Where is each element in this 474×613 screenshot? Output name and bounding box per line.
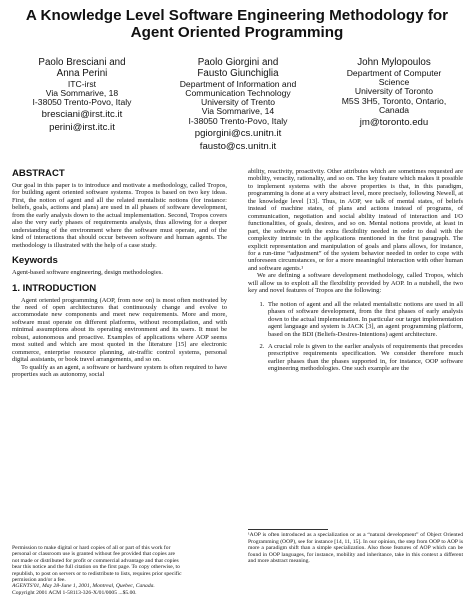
right-column bbox=[248, 168, 463, 378]
author-name: Fausto Giunchiglia bbox=[197, 67, 279, 79]
author-affiliation: Via Sommarive, 14 bbox=[201, 106, 275, 117]
paper-title bbox=[0, 7, 474, 41]
author-2 bbox=[163, 58, 313, 153]
body-paragraph-1: ability, reactivity, proactivity. Other attributes which are sometimes requested are mobility, veracity, rationality, and so on. The key feature which makes it possible to implement systems with the above properties is that, in this paradigm, programming is done at a very abstract level, more precisely, following Newell, at the knowledge level [13]. Thus, in AOP, we talk of mental states, of beliefs instead of machine states, of plans and actions instead of programs, of communication, negotiation and social ability instead of interaction and I/O functionalities, of goals, desires, and so on. Mental notions provide, at least in part, the software with the extra flexibility needed in order to deal with the complexity intrinsic in the applications mentioned in the first paragraph. The explicit representation and manipulation of goals and plans allows, for instance, for a run-time “adjustment” of the system behavior needed in order to cope with unforeseen circumstances, or for a more meaningful interaction with other human and software agents.¹ bbox=[248, 168, 463, 272]
author-name: Paolo Giorgini and bbox=[197, 57, 279, 68]
author-block bbox=[12, 58, 464, 158]
abstract-heading: ABSTRACT bbox=[12, 168, 65, 179]
intro-paragraph-2: To qualify as an agent, a software or hardware system is often required to have properties such as autonomy, social bbox=[12, 363, 227, 379]
author-affiliation: I-38050 Trento-Povo, Italy bbox=[32, 97, 132, 108]
author-1 bbox=[12, 58, 152, 134]
author-email[interactable]: pgiorgini@cs.unitn.it bbox=[194, 128, 282, 140]
author-affiliation: University of Trento bbox=[200, 97, 276, 108]
footnote-rule bbox=[248, 529, 328, 530]
permission-line: republish, to post on servers or to redistribute to lists, requires prior specific bbox=[12, 570, 182, 577]
feature-list bbox=[248, 301, 463, 373]
author-affiliation: ITC-irst bbox=[67, 78, 97, 89]
footnote-text: ¹AOP is often introduced as a specialization or as a “natural development” of Object Oriented Programming (OOP), see for instance [14, 11, 15]. In our opinion, the step from OOP to AOP is more a paradigm shift than a simple specialization. Also those features of AOP which can be found in OOP languages, for instance, mobility and inheritance, take in this context a different and more abstract meaning. bbox=[248, 532, 463, 565]
permission-line: personal or classroom use is granted without fee provided that copies are bbox=[12, 551, 175, 558]
feature-item-1: 1. The notion of agent and all the related mentalistic notions are used in all phases of software development, from the first phases of early analysis down to the actual implementation. In particular our target implementation agent language and system is JACK [3], an agent programming platform, based on the BDI (Beliefs-Desires-Intentions) agent architecture. bbox=[266, 301, 463, 338]
title-line-1: A Knowledge Level Software Engineering Methodology for bbox=[25, 7, 449, 24]
author-name: Paolo Bresciani and bbox=[38, 57, 126, 68]
author-3 bbox=[324, 58, 464, 130]
permission-line: permission and/or a fee. bbox=[12, 577, 66, 584]
copyright-line: Copyright 2001 ACM 1-58113-326-X/01/0005 ...$5.00. bbox=[12, 589, 137, 596]
keywords-text: Agent-based software engineering, design methodologies. bbox=[12, 269, 163, 277]
intro-paragraph-1: Agent oriented programming (AOP, from now on) is most often motivated by the need of open architectures that continuously change and evolve to accommodate new components and meet new requirements. More and more, software must operate on different platforms, without recompilation, and with minimal assumptions about its operating environment and its users. It must be robust, autonomous and proactive. Examples of applications where AOP seems most suited and which are most quoted in the literature [15] are electronic commerce, enterprise resource planning, air-traffic control systems, personal digital assistants, or book travel arrangements, and so on. bbox=[12, 296, 227, 364]
author-affiliation: Canada bbox=[378, 104, 410, 115]
author-affiliation: Department of Computer bbox=[346, 67, 442, 78]
permission-line: Permission to make digital or hard copies of all or part of this work for bbox=[12, 545, 171, 551]
body-paragraph-2: We are defining a software development methodology, called Tropos, which will allow us to exploit all the flexibility provided by AOP. In a nutshell, the two key and novel features of Tropos are the following: bbox=[248, 272, 463, 295]
left-column bbox=[12, 168, 227, 379]
author-affiliation: Science bbox=[378, 77, 410, 88]
footnote-block bbox=[248, 529, 463, 565]
author-affiliation: M5S 3H5, Toronto, Ontario, bbox=[341, 95, 447, 106]
permission-line: not made or distributed for profit or commercial advantage and that copies bbox=[12, 557, 179, 564]
author-affiliation: University of Toronto bbox=[354, 86, 434, 97]
keywords-heading: Keywords bbox=[12, 255, 58, 267]
author-email[interactable]: jm@toronto.edu bbox=[359, 117, 429, 129]
author-email[interactable]: bresciani@irst.itc.it bbox=[41, 109, 123, 121]
author-name: Anna Perini bbox=[56, 67, 108, 79]
conference-line: AGENTS'01, May 28-June 1, 2001, Montreal, Quebec, Canada. bbox=[12, 583, 155, 590]
title-line-2: Agent Oriented Programming bbox=[130, 24, 344, 41]
permission-notice bbox=[12, 545, 227, 596]
author-affiliation: Communication Technology bbox=[185, 87, 291, 98]
feature-item-2: 2. A crucial role is given to the earlier analysis of requirements that precedes prescriptive requirements specification. We consider therefore much earlier phases than the phases supported in, for instance, OOP software engineering methodologies. One such example are the bbox=[266, 343, 463, 373]
author-email[interactable]: fausto@cs.unitn.it bbox=[199, 140, 277, 152]
author-affiliation: Department of Information and bbox=[179, 78, 297, 89]
author-email[interactable]: perini@irst.itc.it bbox=[49, 121, 115, 133]
author-affiliation: Via Sommarive, 18 bbox=[45, 87, 119, 98]
author-affiliation: I-38050 Trento-Povo, Italy bbox=[188, 115, 288, 126]
introduction-heading: 1. INTRODUCTION bbox=[12, 282, 97, 294]
permission-line: bear this notice and the full citation on the first page. To copy otherwise, to bbox=[12, 564, 180, 571]
abstract-text: Our goal in this paper is to introduce and motivate a methodology, called Tropos, for building agent oriented software systems. Tropos is based on two key ideas. First, the notion of agent and all the related mentalistic notions (for instance: beliefs, goals, actions and plans) are used in all phases of software development, from the early analysis down to the actual implementation. Second, Tropos covers also the very early phases of requirements analysis, thus allowing for a deeper understanding of the environment where the software must operate, and of the kind of interactions that should occur between software and human agents. The methodology is illustrated with the help of a case study. bbox=[12, 182, 227, 249]
author-name: John Mylopoulos bbox=[357, 57, 431, 68]
